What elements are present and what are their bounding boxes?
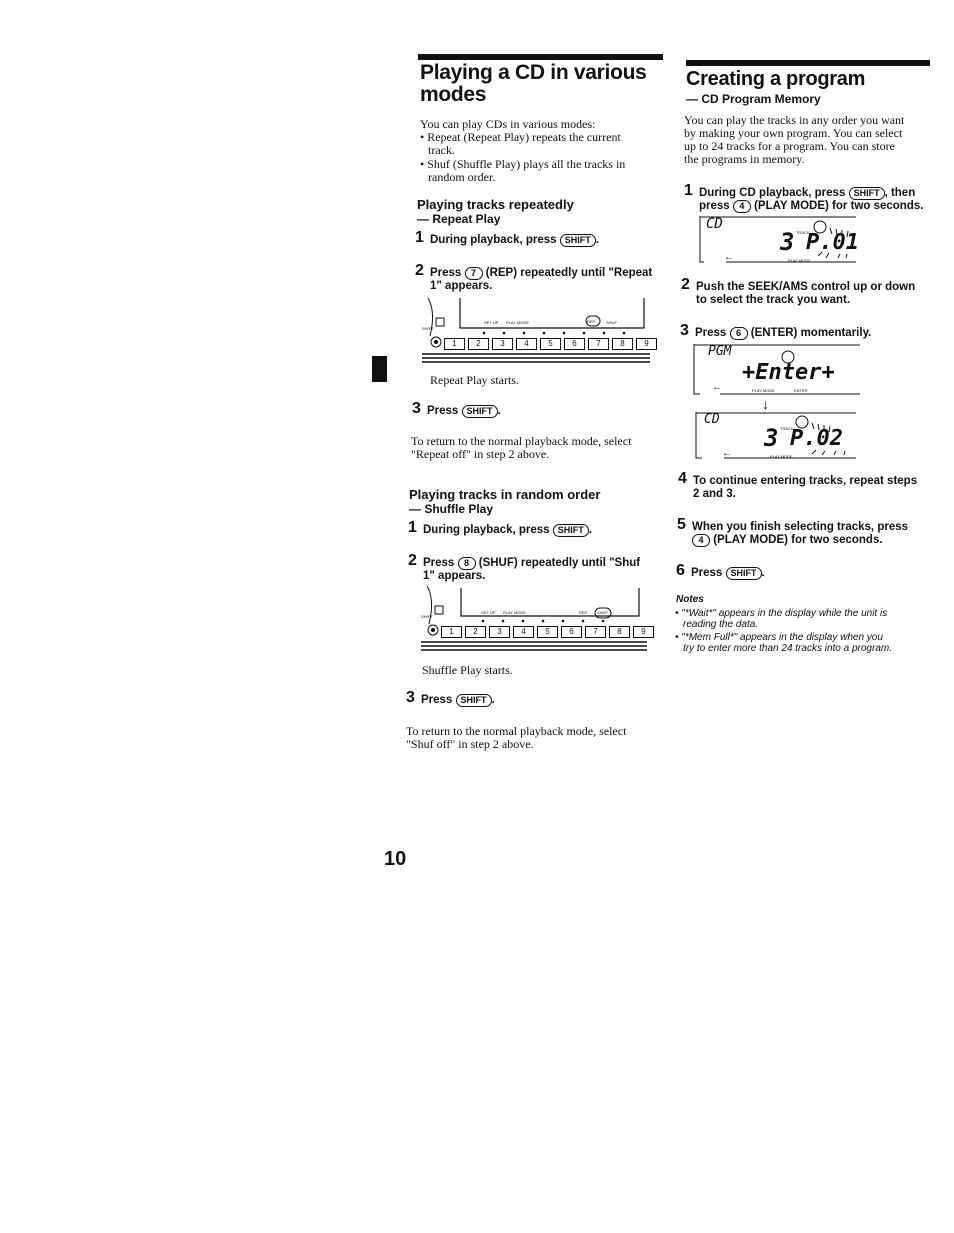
lcd-display-p01: [698, 216, 858, 266]
key-8: 8: [458, 557, 476, 570]
shift-key: SHIFT: [726, 567, 762, 580]
repeat-step-3: 3 Press SHIFT .: [412, 400, 501, 417]
track-label: TRACK: [780, 426, 794, 431]
shift-key: SHIFT: [456, 694, 492, 707]
left-title: [420, 62, 647, 106]
left-title-rule: [418, 54, 663, 60]
lcd-label: PGM: [708, 344, 732, 359]
shift-key: SHIFT: [462, 405, 498, 418]
shuffle-caption: Shuffle Play starts.: [422, 663, 513, 677]
left-arrow-icon: ←: [712, 382, 722, 393]
notes-heading: Notes: [676, 594, 704, 605]
setup-label: SET UP: [481, 610, 496, 615]
note-wait: • "*Wait*" appears in the display while the unit is reading the data.: [675, 608, 888, 630]
page-number: 10: [384, 848, 407, 870]
playmode-label: PLAY MODE: [506, 320, 529, 325]
left-arrow-icon: ←: [722, 448, 732, 459]
repeat-return-note: To return to the normal playback mode, select "Repeat off" in step 2 above.: [411, 434, 632, 461]
bullet-shuffle: • Shuf (Shuffle Play) plays all the tracks in random order.: [420, 157, 626, 184]
program-step-2: 2 Push the SEEK/AMS control up or down to select the track you want.: [681, 276, 916, 306]
button-1[interactable]: 1: [444, 338, 465, 350]
shuffle-step-3: 3 Press SHIFT .: [406, 689, 495, 706]
right-subtitle: — CD Program Memory: [686, 92, 821, 106]
play-mode-label: PLAY MODE: [770, 454, 793, 459]
repeat-subheading: — Repeat Play: [417, 212, 501, 226]
program-step-3: 3 Press 6 (ENTER) momentarily.: [680, 322, 872, 339]
button-6[interactable]: 6: [561, 626, 582, 638]
program-step-6: 6 Press SHIFT .: [676, 562, 765, 579]
play-mode-label: PLAY MODE: [788, 258, 811, 263]
setup-label: SET UP: [484, 320, 499, 325]
button-1[interactable]: 1: [441, 626, 462, 638]
playmode-label: PLAY MODE: [503, 610, 526, 615]
repeat-caption: Repeat Play starts.: [430, 373, 519, 387]
shuffle-return-note: To return to the normal playback mode, select "Shuf off" in step 2 above.: [406, 724, 627, 751]
left-arrow-icon: ←: [724, 252, 734, 263]
shuffle-step-1: 1 During playback, press SHIFT .: [408, 519, 592, 536]
button-3[interactable]: 3: [489, 626, 510, 638]
number-button-row: [441, 626, 654, 638]
repeat-step-1: 1 During playback, press SHIFT .: [415, 229, 599, 246]
repeat-remote-display: [422, 296, 650, 368]
right-title-rule: [686, 60, 930, 66]
repeat-heading: Playing tracks repeatedly: [417, 197, 574, 212]
remote-illustration: [421, 584, 647, 656]
shift-label: SHIFT: [421, 614, 433, 619]
button-8[interactable]: 8: [612, 338, 633, 350]
track-digit: 3: [780, 228, 795, 256]
button-2[interactable]: 2: [465, 626, 486, 638]
lcd-label: CD: [706, 216, 723, 232]
enter-label: ENTER: [794, 388, 808, 393]
button-7[interactable]: 7: [588, 338, 609, 350]
right-intro: You can play the tracks in any order you want by making your own program. You can select up to 24 tracks for a program. You can store the programs in memory.: [684, 113, 905, 166]
shuffle-step-2: 2 Press 8 (SHUF) repeatedly until "Shuf 1" appears.: [408, 552, 641, 582]
button-9[interactable]: 9: [633, 626, 654, 638]
rep-label: REP: [587, 319, 596, 324]
number-button-row: [444, 338, 657, 350]
shift-label: SHIFT: [422, 326, 434, 331]
key-7: 7: [465, 267, 483, 280]
track-digit: 3: [764, 424, 779, 452]
section-marker: [372, 356, 387, 382]
shuf-label: SHUF: [606, 320, 617, 325]
button-2[interactable]: 2: [468, 338, 489, 350]
button-4[interactable]: 4: [516, 338, 537, 350]
button-7[interactable]: 7: [585, 626, 606, 638]
button-3[interactable]: 3: [492, 338, 513, 350]
key-4: 4: [692, 534, 710, 547]
key-4: 4: [733, 200, 751, 213]
enter-readout: +Enter+: [742, 360, 835, 385]
program-step-1: 1 During CD playback, press SHIFT , then press 4 (PLAY MODE) for two seconds.: [684, 182, 924, 212]
left-title-line2: modes: [420, 83, 487, 106]
program-number: P.01: [806, 230, 859, 255]
play-mode-label: PLAY MODE: [752, 388, 775, 393]
shift-key: SHIFT: [553, 524, 589, 537]
bullet-repeat: • Repeat (Repeat Play) repeats the current track.: [420, 130, 621, 157]
down-arrow-icon: ↓: [762, 396, 769, 412]
repeat-step-2: 2 Press 7 (REP) repeatedly until "Repeat 1" appears.: [415, 262, 653, 292]
button-5[interactable]: 5: [537, 626, 558, 638]
left-intro: You can play CDs in various modes:: [420, 117, 596, 131]
note-mem-full: • "*Mem Full*" appears in the display when you try to enter more than 24 tracks into a program.: [675, 632, 892, 654]
button-9[interactable]: 9: [636, 338, 657, 350]
shuffle-remote-display: [421, 584, 647, 656]
rep-label: REP: [579, 610, 588, 615]
shift-key: SHIFT: [849, 187, 885, 200]
key-6: 6: [730, 327, 748, 340]
shift-key: SHIFT: [560, 234, 596, 247]
button-8[interactable]: 8: [609, 626, 630, 638]
lcd-label: CD: [704, 412, 720, 427]
button-6[interactable]: 6: [564, 338, 585, 350]
lcd-display-p02: [694, 412, 858, 462]
lcd-display-enter: [692, 344, 862, 396]
program-number: P.02: [790, 426, 843, 451]
track-label: TRACK: [796, 230, 810, 235]
button-4[interactable]: 4: [513, 626, 534, 638]
right-title: Creating a program: [686, 68, 866, 90]
shuffle-heading: Playing tracks in random order: [409, 487, 601, 502]
shuffle-subheading: — Shuffle Play: [409, 502, 494, 516]
remote-illustration: [422, 296, 650, 368]
shuf-label: SHUF: [597, 610, 608, 615]
program-step-4: 4 To continue entering tracks, repeat steps 2 and 3.: [678, 470, 918, 500]
button-5[interactable]: 5: [540, 338, 561, 350]
left-title-line1: Playing a CD in various: [420, 61, 647, 84]
program-step-5: 5 When you finish selecting tracks, press 4 (PLAY MODE) for two seconds.: [677, 516, 909, 546]
